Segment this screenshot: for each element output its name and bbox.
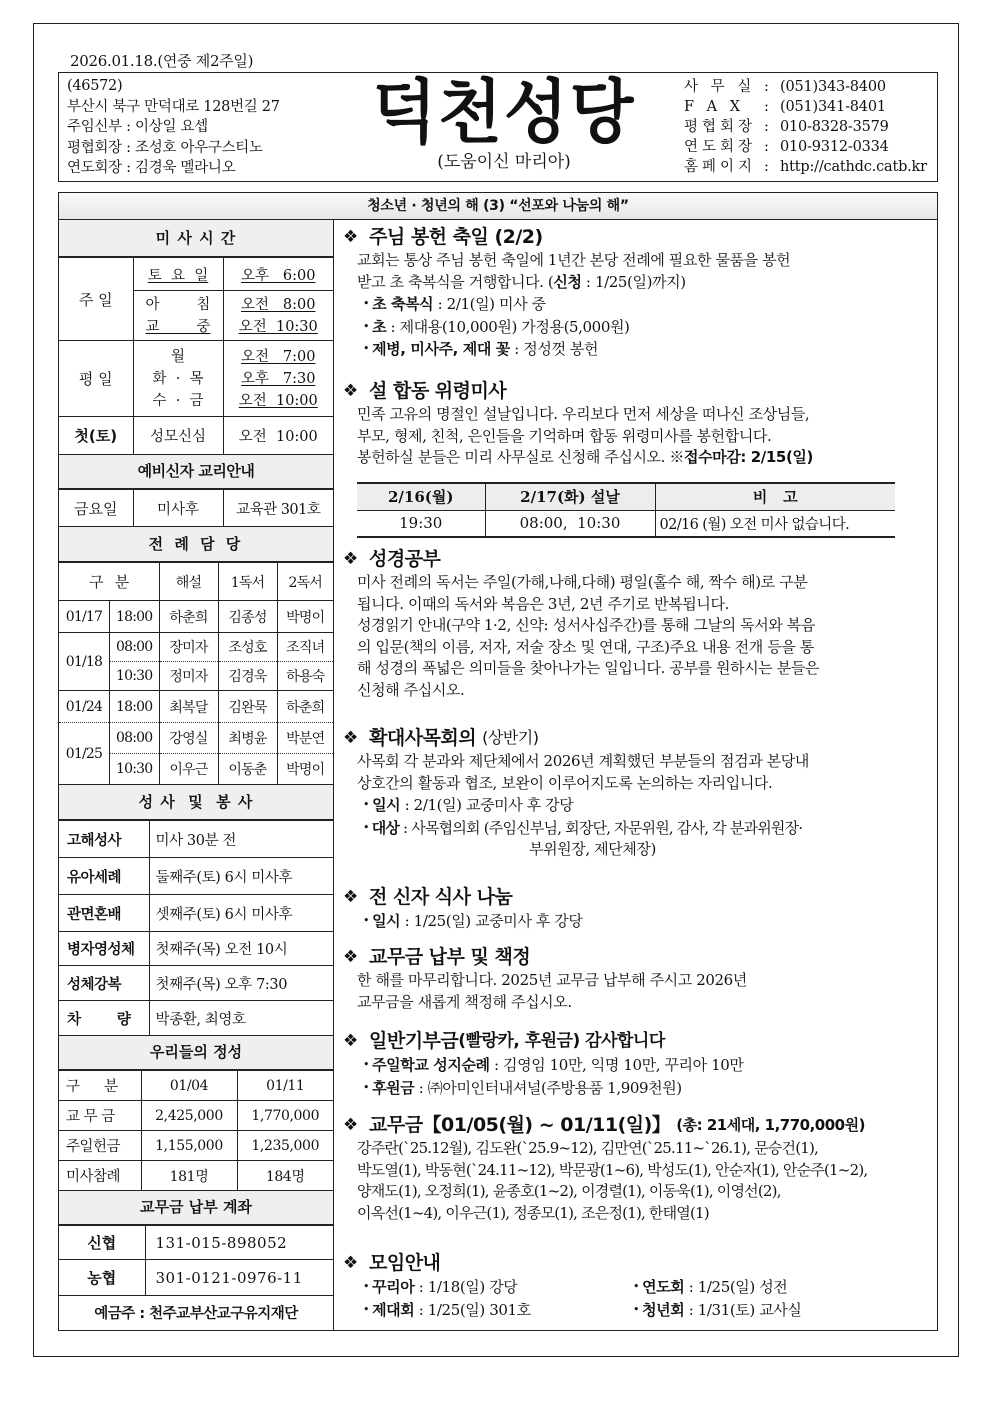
article-title: 모임안내 (369, 1252, 441, 1274)
diamond-icon: ❖ (343, 947, 358, 967)
account-owner: 예금주 : 천주교부산교구유지재단 (94, 1306, 298, 1322)
diamond-icon: ❖ (343, 381, 358, 401)
article-title: 성경공부 (369, 548, 441, 570)
account-number: 301-0121-0976-11 (145, 1260, 333, 1296)
list-item: • 후원금 : ㈜아미인터내셔널(주방용품 1,909천원) (363, 1078, 682, 1097)
diamond-icon: ❖ (343, 549, 358, 569)
offerings-heading: 우리들의 정성 (59, 1036, 333, 1070)
list-item: • 대상 : 사목협의회 (주임신부님, 회장단, 자문위원, 감사, 각 분과위원장· (363, 818, 803, 837)
sunday-label: 주 일 (59, 258, 133, 341)
mass-times-heading: 미 사 시 간 (59, 220, 333, 257)
memorial-schedule-table: 2/16(월) 2/17(화) 설날 비 고 19:30 08:00, 10:30 02/16 (월) 오전 미사 없습니다. (357, 482, 895, 538)
list-item: • 주일학교 성지순례 : 김영임 10만, 익명 10만, 꾸리아 10만 (363, 1056, 744, 1074)
diamond-icon: ❖ (343, 227, 358, 247)
article-title: 주님 봉헌 축일 (2/2) (369, 226, 543, 248)
bullet-icon: • (363, 342, 370, 355)
diamond-icon: ❖ (343, 1253, 358, 1273)
list-item: • 초 : 제대용(10,000원) 가정용(5,000원) (363, 317, 630, 336)
contact-senior: 연도회장 : 010-9312-0334 (684, 139, 889, 155)
pastor: 주임신부 : 이상일 요셉 (67, 119, 208, 135)
diamond-icon: ❖ (343, 728, 358, 748)
liturgy-table: 구 분 해설 1독서 2독서 01/17 18:00 하춘희 김종성 박명이 01/18 08:00 장미자 조성호 조직녀 10:30 정미자 김경욱 하용숙 01/24 18:00 최복달 김완묵 하춘희 01/25 08:00 강영실 최병윤 박분연 10:30 이우근 이동춘 박명이 (59, 562, 333, 785)
contact-homepage: 홈페이지 : http://cathdc.catb.kr (684, 159, 927, 175)
homepage-link[interactable]: http://cathdc.catb.kr (780, 159, 927, 175)
bullet-icon: • (633, 1280, 640, 1293)
list-item: • 일시 : 2/1(일) 교중미사 후 강당 (363, 796, 574, 814)
accounts-table: 신협 131-015-898052 농협 301-0121-0976-11 (59, 1225, 333, 1296)
parish-title: 덕천성당 (372, 72, 636, 153)
bullet-icon: • (363, 798, 370, 811)
liturgy-heading: 전 례 담 당 (59, 527, 333, 562)
article-title: 전 신자 식사 나눔 (369, 886, 513, 908)
diamond-icon: ❖ (343, 1031, 358, 1051)
list-item: • 청년회 : 1/31(토) 교사실 (633, 1300, 802, 1319)
sidebar (59, 220, 334, 1330)
article-presentation: ❖ 주님 봉헌 축일 (2/2) 교회는 통상 주님 봉헌 축일에 1년간 본당 전례에 필요한 물품을 봉헌 받고 초 축복식을 거행합니다. (신청 : 1/25(일)까지) • 초 축복식 : 2/1(일) 미사 중 • 초 : 제대용(10,000원) 가정용(5,000원) • 제병, 미사주, 제대 꽃 : 정성껏 봉헌 (343, 224, 933, 361)
account-number: 131-015-898052 (145, 1226, 333, 1260)
offerings-table: 구 분 01/04 01/11 교 무 금 2,425,000 1,770,000 주일헌금 1,155,000 1,235,000 미사참례 181명 184명 (59, 1070, 333, 1191)
catechumen-table: 금요일 미사후 교육관 301호 (59, 489, 333, 527)
diamond-icon: ❖ (343, 1115, 358, 1135)
announcements (335, 220, 939, 1330)
contact-office: 사 무 실 : (051)343-8400 (684, 79, 886, 95)
list-item: • 일시 : 1/25(일) 교중미사 후 강당 (363, 912, 583, 930)
article-council: ❖ 확대사목회의 (상반기) 사목회 각 분과와 제단체에서 2026년 계획했던 부분들의 점검과 본당내 상호간의 활동과 협조, 보완이 이루어지도록 논의하는 자리입니다. • 일시 : 2/1(일) 교중미사 후 강당 • 대상 : 사목협의회 (주임신부님, 회장단, 자문위원, 감사, 각 분과위원장· 부위원장, 제단체장) (343, 725, 933, 861)
address: 부산시 북구 만덕대로 128번길 27 (67, 98, 280, 115)
article-meetings (343, 1250, 933, 1321)
list-item: • 초 축복식 : 2/1(일) 미사 중 (363, 295, 546, 313)
article-title: 교무금【01/05(월) ~ 01/11(일)】 (369, 1114, 671, 1136)
list-item: • 제대회 : 1/25(일) 301호 (363, 1300, 531, 1319)
bullet-icon: • (363, 1280, 370, 1293)
list-item: • 제병, 미사주, 제대 꽃 : 정성껏 봉헌 (363, 340, 599, 358)
bullet-icon: • (363, 319, 370, 333)
senior-president: 연도회장 : 김경욱 멜라니오 (67, 160, 236, 176)
bullet-icon: • (363, 1302, 370, 1316)
masthead (58, 72, 938, 182)
article-title: 확대사목회의 (369, 727, 477, 749)
contact-fax: F A X : (051)341-8401 (684, 99, 886, 115)
bullet-icon: • (363, 297, 370, 310)
parish-patron: (도움이신 마리아) (437, 152, 571, 172)
postal-code: (46572) (67, 78, 123, 94)
bullet-icon: • (363, 820, 369, 834)
table-row: 01/24 18:00 최복달 김완묵 하춘희 (59, 691, 333, 723)
theme-banner: 청소년 · 청년의 해 (3) “선포와 나눔의 해” (58, 192, 938, 220)
article-meal (343, 884, 933, 933)
article-bible-study: ❖ 성경공부 미사 전례의 독서는 주일(가해,나해,다해) 평일(홀수 해, 짝수 해)로 구분 됩니다. 이때의 독서와 복음은 3년, 2년 주기로 반복됩니다. 성경읽기 안내(구약 1·2, 신약: 성서사십주간)를 통해 그날의 독서와 복음 의 입문(책의 이름, 저자, 저술 장소 및 연대, 구조)주요 내용 전개 등을 통 해 성경의 폭넓은 의미들을 찾아나가는 일입니다. 공부를 원하시는 분들은 신청해 주십시오. (343, 548, 820, 699)
table-row: 01/17 18:00 하춘희 김종성 박명이 (59, 601, 333, 633)
bullet-icon: • (363, 1058, 370, 1071)
contact-list (684, 77, 927, 177)
list-item: • 꾸리아 : 1/18(일) 강당 (363, 1278, 518, 1296)
article-title: 일반기부금 (369, 1030, 459, 1052)
table-row: 10:30 이우근 이동춘 박명이 (59, 754, 333, 785)
contact-council: 평협회장 : 010-8328-3579 (684, 119, 889, 135)
diamond-icon: ❖ (343, 887, 358, 907)
bullet-icon: • (363, 1080, 370, 1094)
bullet-icon: • (363, 914, 370, 927)
catechumen-heading: 예비신자 교리안내 (59, 455, 333, 489)
parish-title-block (359, 72, 649, 173)
article-title: 교무금 납부 및 책정 (369, 946, 531, 968)
bulletin-date: 2026.01.18.(연중 제2주일) (70, 52, 254, 70)
article-dues: ❖ 교무금 납부 및 책정 한 해를 마무리합니다. 2025년 교무금 납부해 주시고 2026년 교무금을 새롭게 책정해 주십시오. (343, 946, 747, 1011)
weekday-label: 평 일 (59, 341, 133, 417)
parish-info (67, 76, 280, 179)
first-saturday-label: 첫(토) (59, 417, 133, 455)
table-row: 01/25 08:00 강영실 최병윤 박분연 (59, 723, 333, 754)
bullet-icon: • (633, 1302, 640, 1316)
sacraments-table: 고해성사 미사 30분 전 유아세례 둘째주(토) 6시 미사후 관면혼배 셋째주(토) 6시 미사후 병자영성체 첫째주(목) 오전 10시 성체강복 첫째주(목) 오후 7:30 차 량 박종환, 최영호 (59, 820, 333, 1036)
council-president: 평협회장 : 조성호 아우구스티노 (67, 139, 263, 156)
article-memorial: ❖ 설 합동 위령미사 민족 고유의 명절인 설날입니다. 우리보다 먼저 세상을 떠나신 조상님들, 부모, 형제, 친척, 은인들을 기억하며 합동 위령미사를 봉헌합니다. 봉헌하실 분들은 미리 사무실로 신청해 주십시오. ※접수마감: 2/15(일) (343, 380, 813, 466)
list-item: • 연도회 : 1/25(일) 성전 (633, 1278, 788, 1296)
article-dues-list: ❖ 교무금【01/05(월) ~ 01/11(일)】 (총: 21세대, 1,770,000원) 강주란(`25.12월), 김도완(`25.9~12), 김만연(`25.11~`26.1), 문승건(1), 박도열(1), 박동현(`24.11~12), 박문광(1~6), 박성도(1), 안순자(1), 안순주(1~2), 양재도(1), 오정희(1), 윤종호(1~2), 이경렬(1), 이동욱(1), 이영선(2), 이옥선(1~4), 이우근(1), 정종모(1), 조은정(1), 한태열(1) (343, 1114, 868, 1222)
article-donations: ❖ 일반기부금 (빨랑카, 후원금) 감사합니다 • 주일학교 성지순례 : 김영임 10만, 익명 10만, 꾸리아 10만 • 후원금 : ㈜아미인터내셔널(주방용품 1,909천원) (343, 1028, 933, 1099)
sacraments-heading: 성 사 및 봉 사 (59, 785, 333, 820)
bulletin-body (58, 220, 938, 1331)
table-row: 01/18 08:00 장미자 조성호 조직녀 (59, 633, 333, 662)
accounts-heading: 교무금 납부 계좌 (59, 1191, 333, 1225)
mass-times-table: 주 일 토 요 일 오후 6:00 아 침 교 중 오전 8:00 오전 10:30 평 일 월 화 · 목 수 · 금 오전 7:00 오후 7:30 오전 10:00 첫(토) 성모신심 오전 10:00 (59, 257, 333, 455)
article-title: 설 합동 위령미사 (369, 380, 507, 402)
table-row: 10:30 정미자 김경욱 하용숙 (59, 662, 333, 691)
